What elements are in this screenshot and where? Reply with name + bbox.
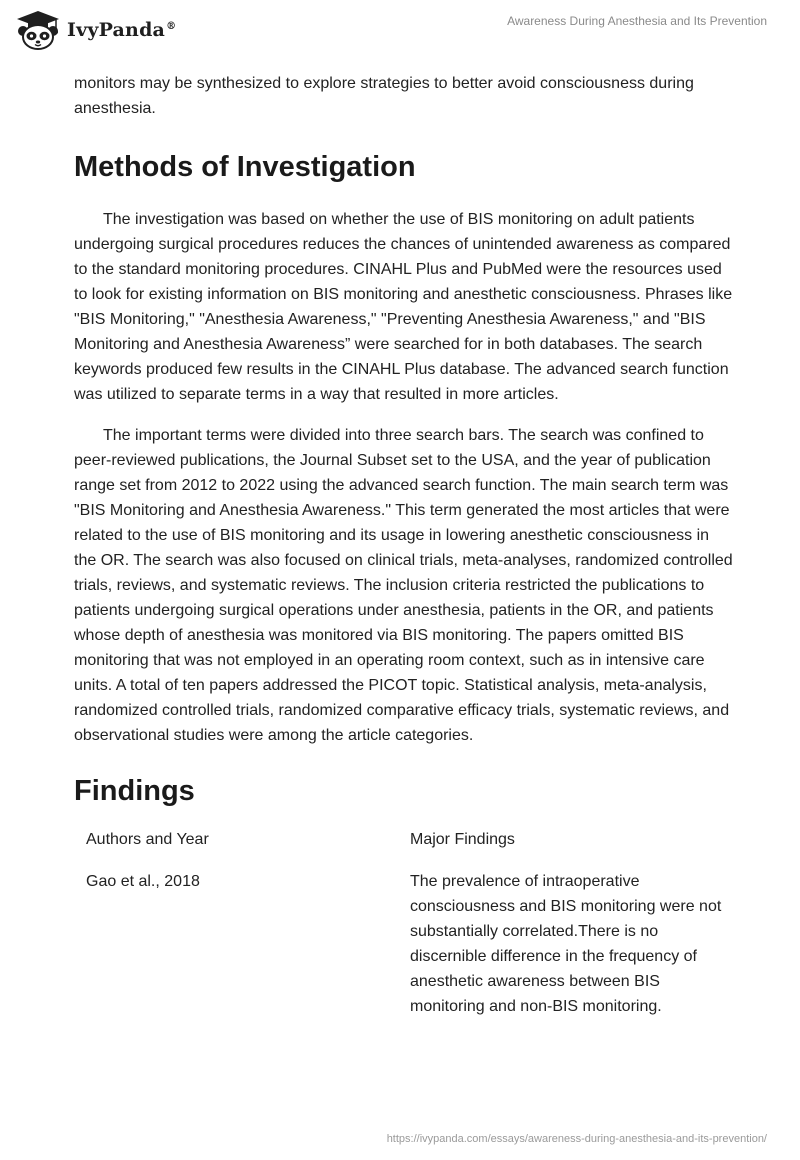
page-header — [0, 0, 800, 62]
document-title: Awareness During Anesthesia and Its Prevention — [507, 14, 767, 28]
table-row — [74, 869, 734, 1019]
findings-heading: Findings — [74, 775, 195, 807]
column-header-authors: Authors and Year — [86, 831, 209, 848]
table-cell-authors: Gao et al., 2018 — [86, 873, 200, 890]
panda-graduate-icon — [14, 9, 62, 51]
ivypanda-logo[interactable] — [14, 9, 176, 51]
table-cell-findings: The prevalence of intraoperative consciousness and BIS monitoring were not substantially correlated.There is no discernible difference in the frequency of anesthetic awareness between BIS monitoring and non-BIS monitoring. — [410, 873, 722, 1015]
source-url-link[interactable]: https://ivypanda.com/essays/awareness-during-anesthesia-and-its-prevention/ — [386, 1133, 767, 1145]
methods-heading: Methods of Investigation — [74, 151, 416, 183]
essay-body — [74, 71, 734, 1019]
intro-paragraph: monitors may be synthesized to explore strategies to better avoid consciousness during anesthesia. — [74, 75, 694, 117]
table-header-row — [74, 827, 734, 869]
methods-paragraph: The important terms were divided into three search bars. The search was confined to peer-reviewed publications, the Journal Subset set to the USA, and the year of publication range set from 2012 to 2022 using the advanced search function. The main search term was "BIS Monitoring and Anesthesia Awareness." This term generated the most articles that were related to the use of BIS monitoring and its usage in lowering anesthetic consciousness in the OR. The search was also focused on clinical trials, meta-analyses, randomized controlled trials, reviews, and systematic reviews. The inclusion criteria restricted the publications to patients undergoing surgical operations under anesthesia, patients in the OR, and patients whose depth of anesthesia was monitored via BIS monitoring. The papers omitted BIS monitoring that was not employed in an operating room context, such as in intensive care units. A total of ten papers addressed the PICOT topic. Statistical analysis, meta-analysis, randomized controlled trials, randomized comparative efficacy trials, systematic reviews, and observational studies were among the article categories. — [74, 427, 733, 744]
findings-table — [74, 827, 734, 1019]
logo-wordmark: IvyPanda® — [67, 19, 177, 41]
column-header-findings: Major Findings — [410, 831, 515, 848]
methods-paragraph: The investigation was based on whether the use of BIS monitoring on adult patients undergoing surgical procedures reduces the chances of unintended awareness as compared to the standard monitoring procedures. CINAHL Plus and PubMed were the resources used to look for existing information on BIS monitoring and anesthetic consciousness. Phrases like "BIS Monitoring," "Anesthesia Awareness," "Preventing Anesthesia Awareness," and "BIS Monitoring and Anesthesia Awareness” were searched for in both databases. The search keywords produced few results in the CINAHL Plus database. The advanced search function was utilized to separate terms in a way that resulted in more articles. — [74, 211, 733, 403]
